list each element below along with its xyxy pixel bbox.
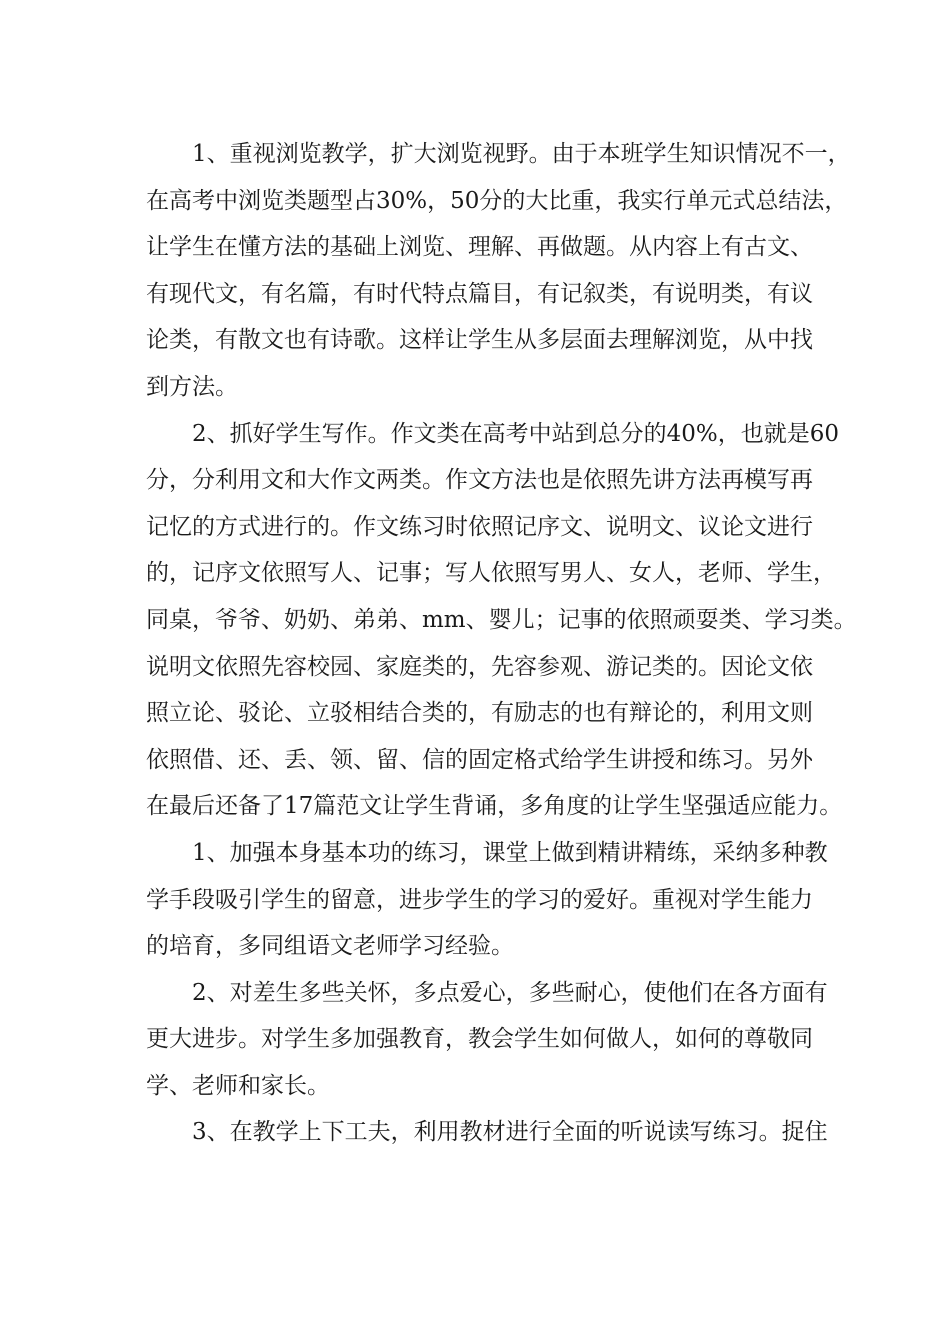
text-line: 的培育，多同组语文老师学习经验。	[146, 933, 514, 960]
text-line: 在最后还备了17篇范文让学生背诵，多角度的让学生坚强适应能力。	[146, 793, 843, 820]
text-line: 1、加强本身基本功的练习，课堂上做到精讲精练，采纳多种教	[192, 839, 828, 866]
text-line: 记忆的方式进行的。作文练习时依照记序文、说明文、议论文进行	[146, 513, 813, 540]
text-line: 的，记序文依照写人、记事；写人依照写男人、女人，老师、学生，	[146, 560, 836, 587]
document-body	[146, 131, 857, 1156]
text-line: 学、老师和家长。	[146, 1072, 330, 1099]
text-line: 依照借、还、丢、领、留、信的固定格式给学生讲授和练习。另外	[146, 746, 813, 773]
text-line: 2、对差生多些关怀，多点爱心，多些耐心，使他们在各方面有	[192, 979, 828, 1006]
text-line: 学手段吸引学生的留意，进步学生的学习的爱好。重视对学生能力	[146, 886, 813, 913]
text-line: 在高考中浏览类题型占30%，50分的大比重，我实行单元式总结法，	[146, 187, 848, 214]
text-line: 有现代文，有名篇，有时代特点篇目，有记叙类，有说明类，有议	[146, 280, 813, 307]
text-line: 论类，有散文也有诗歌。这样让学生从多层面去理解浏览，从中找	[146, 327, 813, 354]
text-line: 同桌，爷爷、奶奶、弟弟、mm、婴儿；记事的依照顽耍类、学习类。	[146, 606, 857, 633]
text-line: 分，分利用文和大作文两类。作文方法也是依照先讲方法再模写再	[146, 467, 813, 494]
text-line: 说明文依照先容校园、家庭类的，先容参观、游记类的。因论文依	[146, 653, 813, 680]
text-line: 2、抓好学生写作。作文类在高考中站到总分的40%，也就是60	[192, 420, 840, 447]
text-line: 1、重视浏览教学，扩大浏览视野。由于本班学生知识情况不一，	[192, 141, 851, 167]
text-line: 更大进步。对学生多加强教育，教会学生如何做人，如何的尊敬同	[146, 1026, 813, 1053]
text-line: 让学生在懂方法的基础上浏览、理解、再做题。从内容上有古文、	[146, 234, 813, 261]
text-line: 3、在教学上下工夫，利用教材进行全面的听说读写练习。捉住	[192, 1119, 828, 1146]
text-line: 照立论、驳论、立驳相结合类的，有励志的也有辩论的，利用文则	[146, 700, 813, 727]
text-line: 到方法。	[146, 373, 238, 400]
